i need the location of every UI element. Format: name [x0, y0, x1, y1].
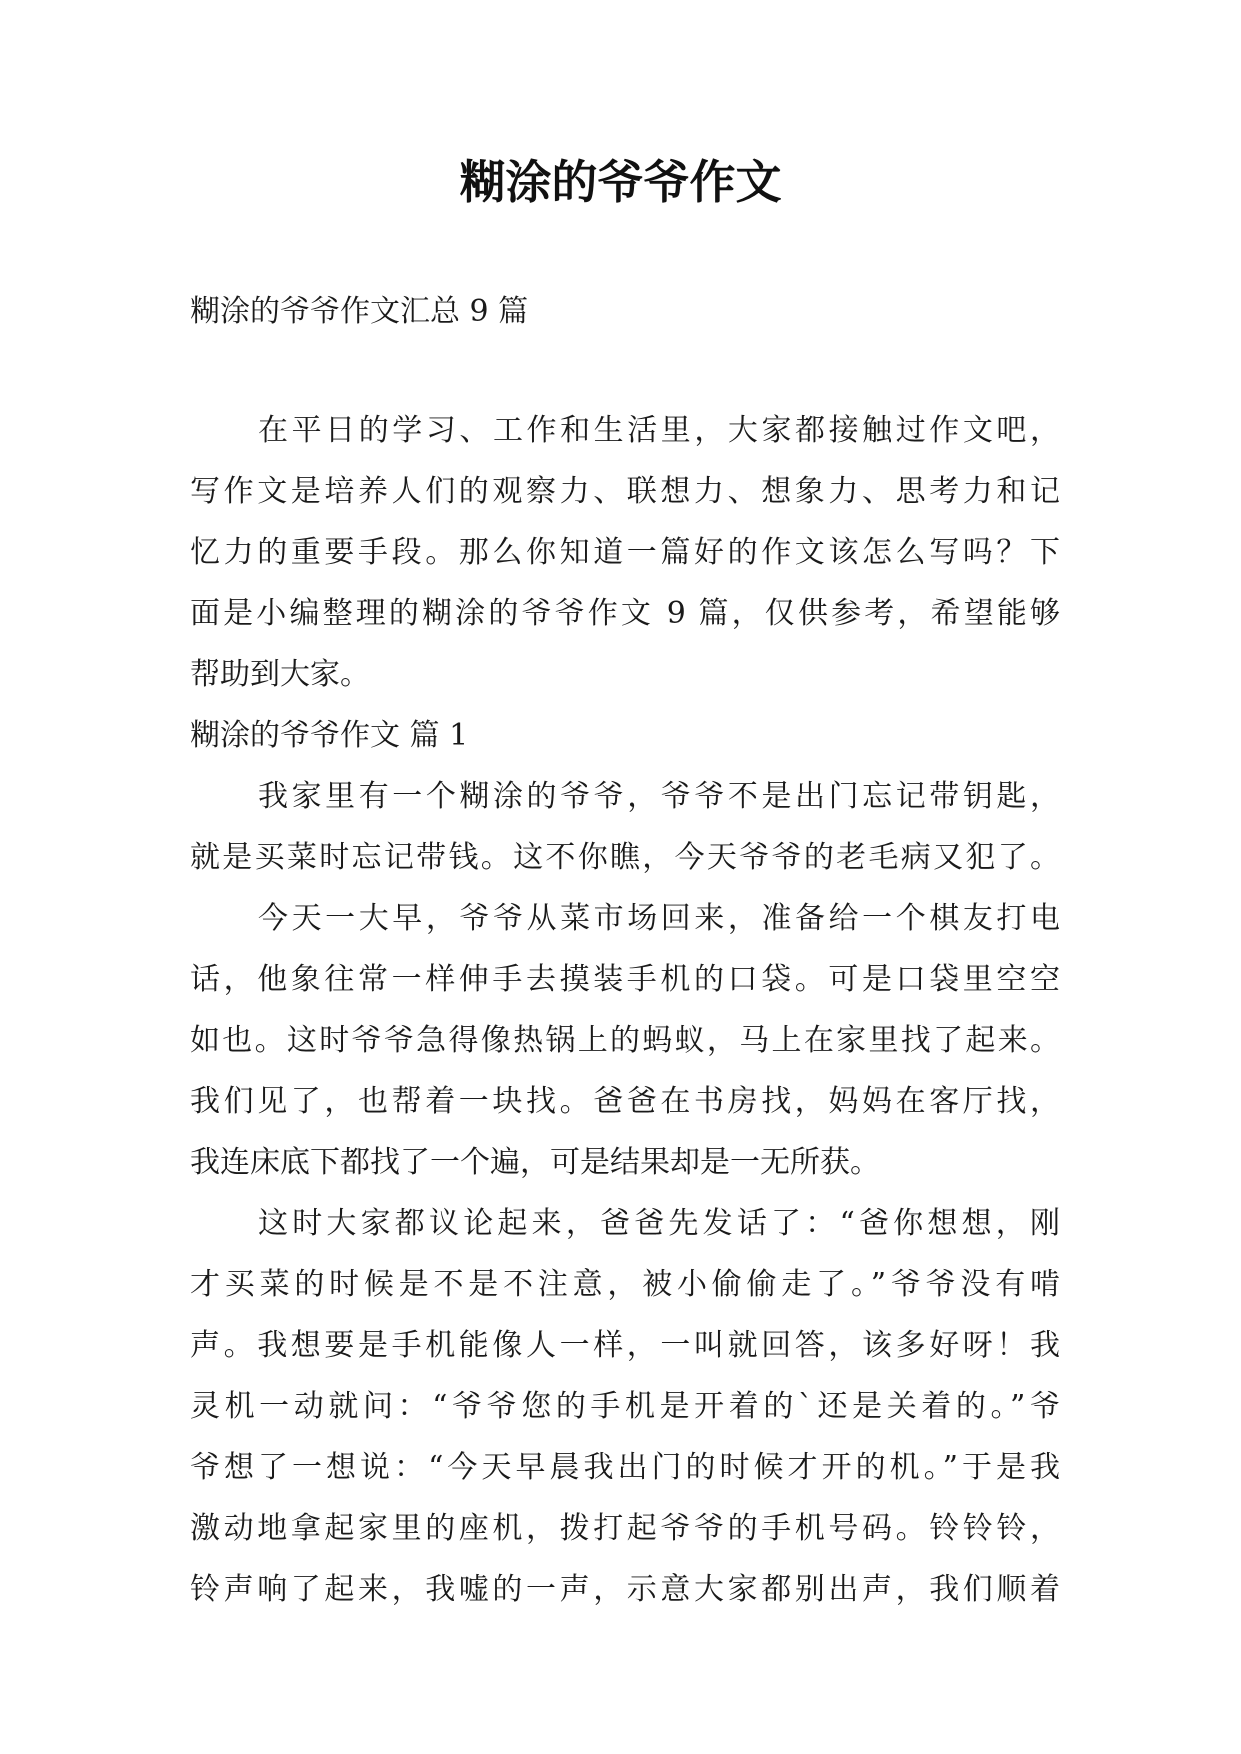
document-title: 糊涂的爷爷作文: [459, 155, 782, 209]
body-line: 写作文是培养人们的观察力、联想力、想象力、思考力和记: [190, 474, 1060, 509]
body-line: 忆力的重要手段。那么你知道一篇好的作文该怎么写吗？下: [190, 535, 1060, 570]
body-line: 这时大家都议论起来，爸爸先发话了：“爸你想想，刚: [258, 1206, 1060, 1241]
document-body: [190, 400, 1060, 1620]
body-line: 铃声响了起来，我嘘的一声，示意大家都别出声，我们顺着: [190, 1572, 1060, 1607]
section-heading: 糊涂的爷爷作文 篇 1: [190, 718, 469, 753]
body-line: 话，他象往常一样伸手去摸装手机的口袋。可是口袋里空空: [190, 962, 1060, 997]
body-line: 在平日的学习、工作和生活里，大家都接触过作文吧，: [258, 413, 1060, 448]
body-line: 激动地拿起家里的座机，拨打起爷爷的手机号码。铃铃铃，: [190, 1511, 1060, 1546]
body-line: 如也。这时爷爷急得像热锅上的蚂蚁，马上在家里找了起来。: [190, 1023, 1060, 1058]
body-line: 才买菜的时候是不是不注意，被小偷偷走了。”爷爷没有啃: [190, 1267, 1060, 1302]
body-line: 声。我想要是手机能像人一样，一叫就回答，该多好呀！我: [190, 1328, 1060, 1363]
body-line: 我连床底下都找了一个遍，可是结果却是一无所获。: [190, 1145, 880, 1180]
body-line: 我们见了，也帮着一块找。爸爸在书房找，妈妈在客厅找，: [190, 1084, 1060, 1119]
body-line: 就是买菜时忘记带钱。这不你瞧，今天爷爷的老毛病又犯了。: [190, 840, 1060, 875]
body-line: 我家里有一个糊涂的爷爷，爷爷不是出门忘记带钥匙，: [258, 779, 1060, 814]
body-line: 爷想了一想说：“今天早晨我出门的时候才开的机。”于是我: [190, 1450, 1060, 1485]
body-line: 今天一大早，爷爷从菜市场回来，准备给一个棋友打电: [258, 901, 1060, 936]
document-subtitle: 糊涂的爷爷作文汇总 9 篇: [190, 294, 529, 329]
body-line: 灵机一动就问：“爷爷您的手机是开着的`还是关着的。”爷: [190, 1389, 1060, 1424]
body-line: 面是小编整理的糊涂的爷爷作文 9 篇，仅供参考，希望能够: [190, 596, 1060, 631]
body-line: 帮助到大家。: [190, 657, 370, 692]
